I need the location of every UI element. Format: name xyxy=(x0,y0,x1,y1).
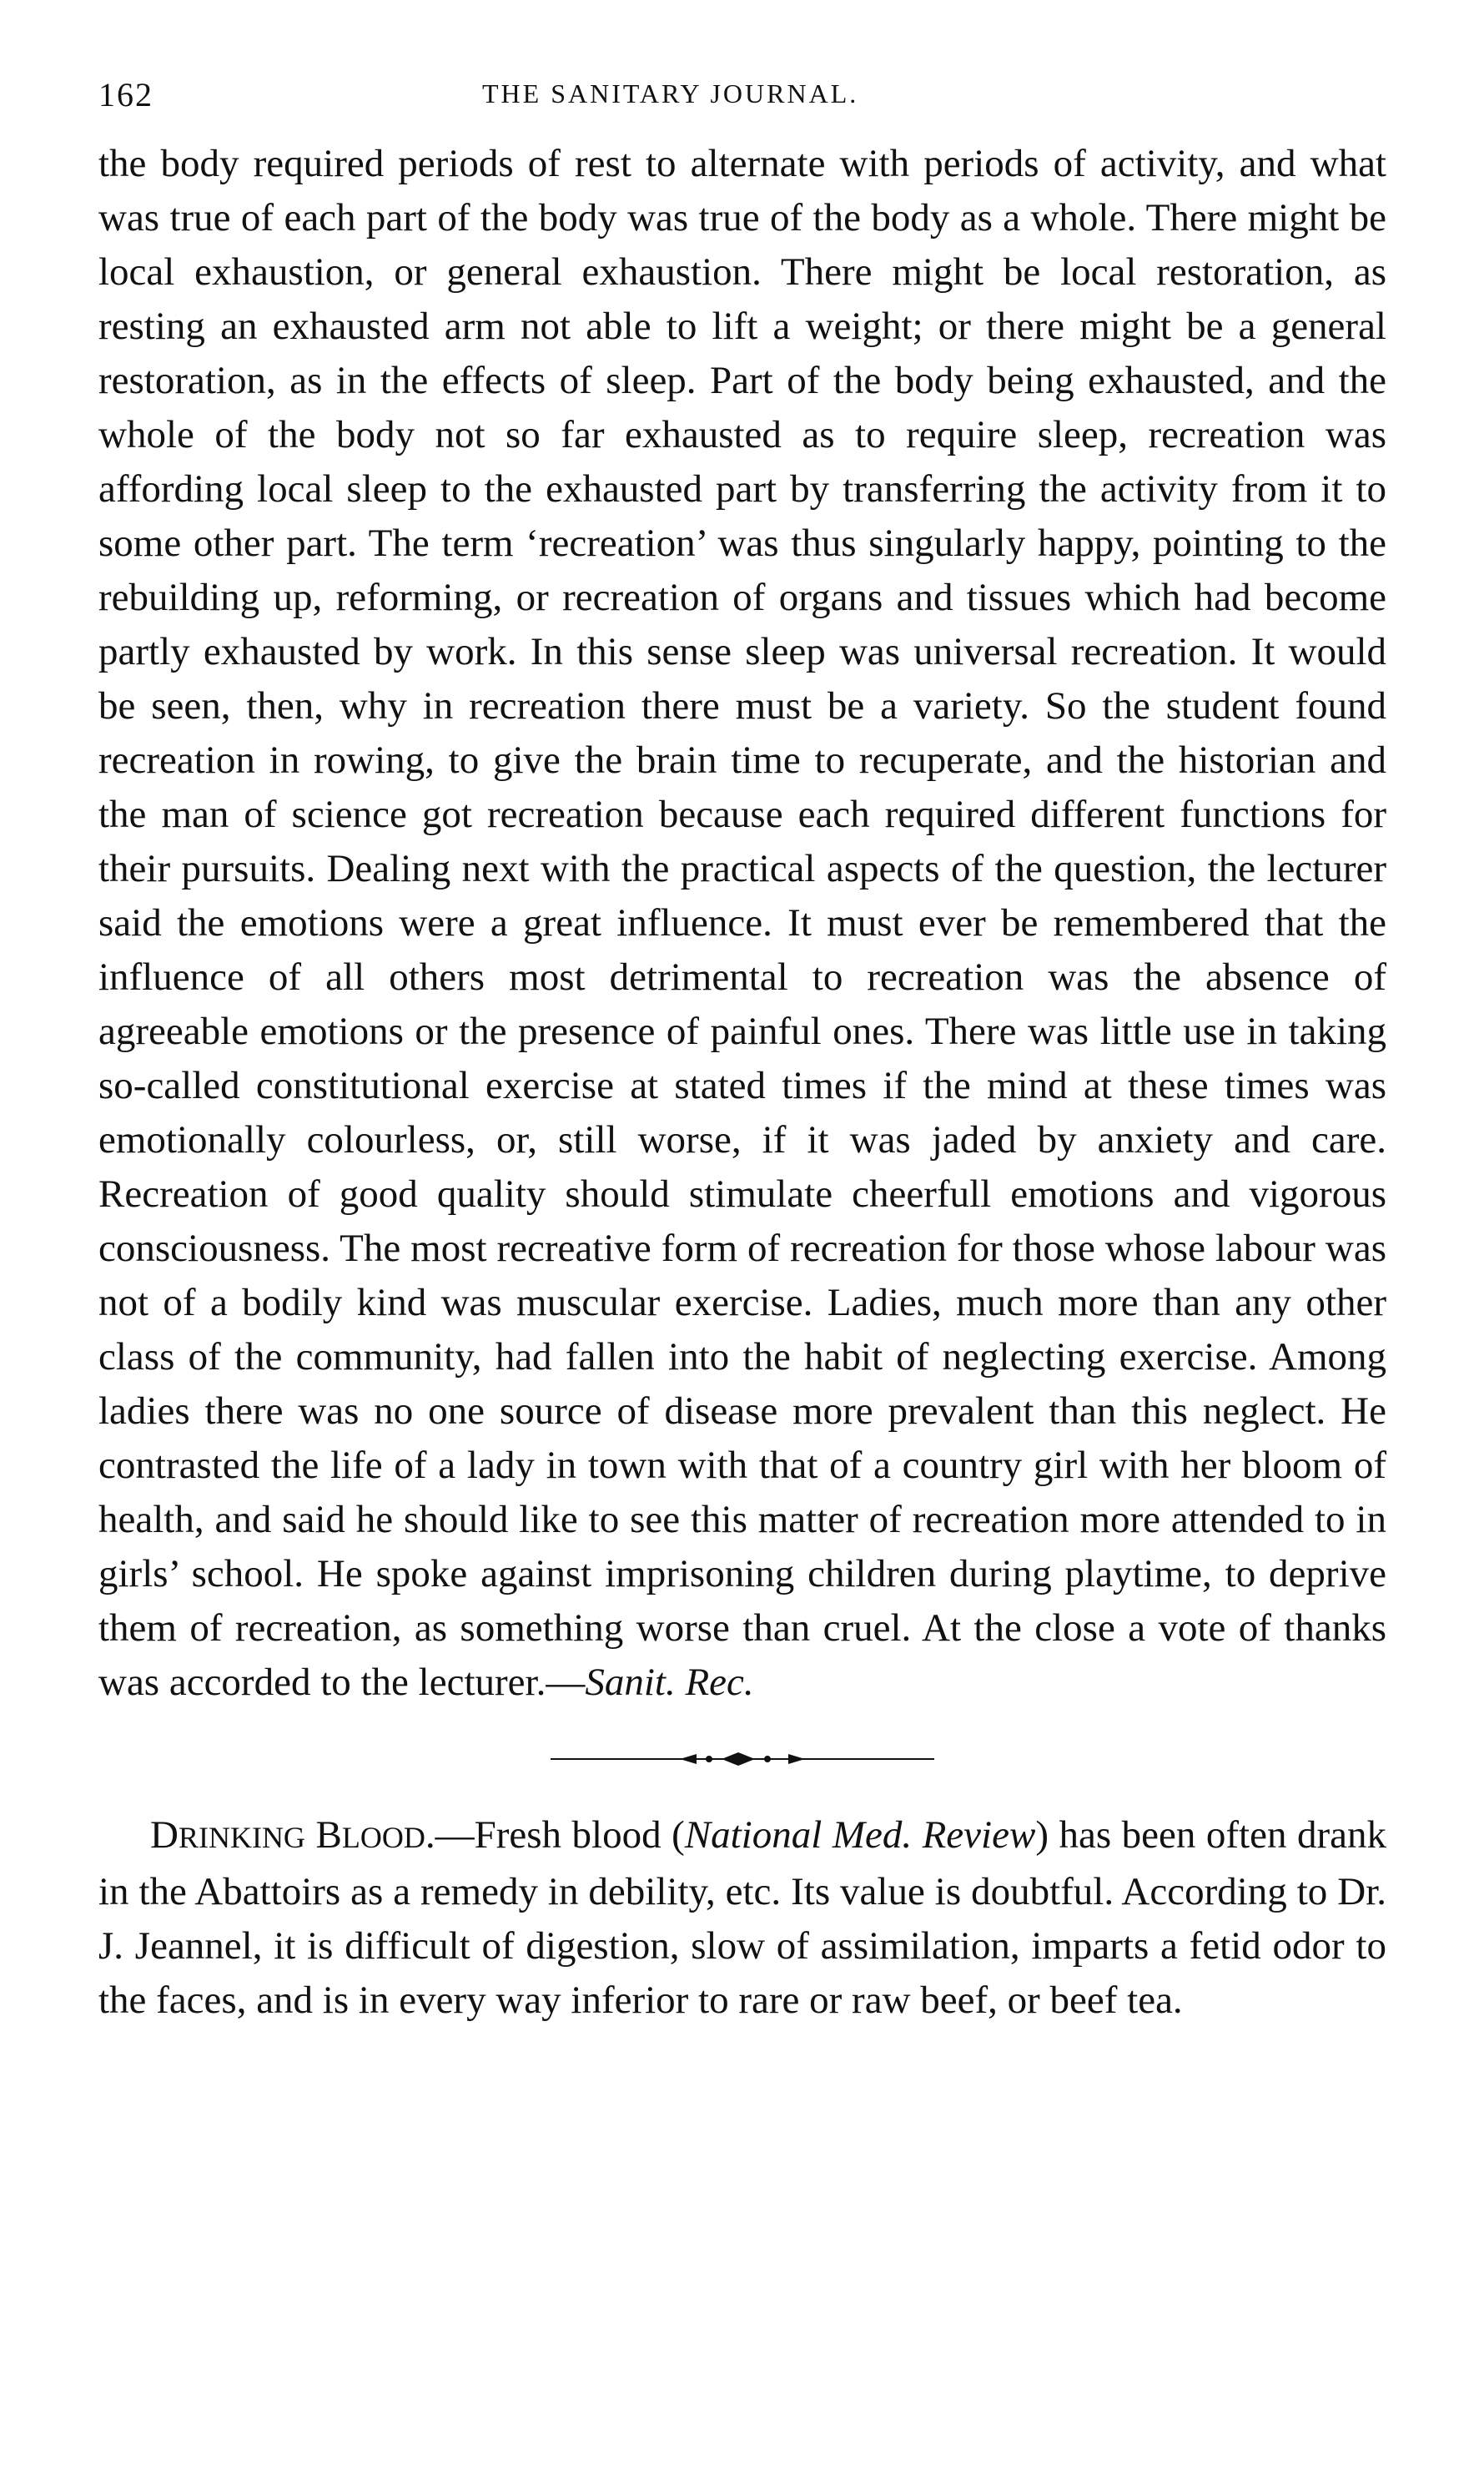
journal-title: THE SANITARY JOURNAL. xyxy=(482,78,859,108)
section-divider-ornament xyxy=(551,1749,934,1769)
recreation-article-text xyxy=(98,137,1386,1710)
drinking-blood-body: ) has been often drank in the Abattoirs as a remedy in debility, etc. Its value is doubtful. According to Dr. J. Jeannel, it is difficult of digestion, slow of assimilation, imparts a fetid odor to the faces, and is in every way inferior to rare or raw beef, or beef tea. xyxy=(98,1813,1387,2022)
running-head xyxy=(98,75,1386,125)
drinking-blood-source: National Med. Review xyxy=(684,1813,1036,1857)
article-body: the body required periods of rest to alternate with periods of activity, and what was true of each part of the body was true of the body as a whole. There might be local exhaustion, or general exhaustion. There might be local restoration, as resting an exhausted arm not able to lift a weight; or there might be a general restoration, as in the effects of sleep. Part of the body being exhausted, and the whole of the body not so far exhausted as to require sleep, recreation was affording local sleep to the exhausted part by transferring the activity from it to some other part. The term ‘recreation’ was thus singularly happy, pointing to the rebuilding up, reforming, or recreation of organs and tissues which had become partly exhausted by work. In this sense sleep was universal recreation. It would be seen, then, why in recreation there must be a variety. So the student found recreation in rowing, to give the brain time to recuperate, and the historian and the man of science got recreation because each required different functions for their pursuits. Dealing next with the practical aspects of the question, the lecturer said the emotions were a great influence. It must ever be remembered that the influence of all others most detrimental to recreation was the absence of agreeable emotions or the presence of painful ones. There was little use in taking so-called constitutional exercise at stated times if the mind at these times was emotionally colourless, or, still worse, if it was jaded by anxiety and care. Recreation of good quality should stimulate cheerfull emotions and vigorous consciousness. The most recreative form of recreation for those whose labour was not of a bodily kind was muscular exercise. Ladies, much more than any other class of the community, had fallen into the habit of neglecting exercise. Among ladies there was no one source of disease more prevalent than this neglect. He contrasted the life of a lady in town with that of a country girl with her bloom of health, and said he should like to see this matter of recreation more attended to in girls’ school. He spoke against imprisoning children during playtime, to deprive them of recreation, as something worse than cruel. At the close a vote of thanks was accorded to the lecturer.— xyxy=(98,142,1386,1704)
source-citation: Sanit. Rec. xyxy=(585,1661,754,1704)
page xyxy=(98,75,1386,2067)
drinking-blood-intro: .—Fresh blood ( xyxy=(425,1813,685,1857)
page-number: 162 xyxy=(98,76,153,113)
drinking-blood-heading: DRINKING BLOOD xyxy=(150,1813,425,1857)
drinking-blood-article xyxy=(98,1808,1386,2028)
